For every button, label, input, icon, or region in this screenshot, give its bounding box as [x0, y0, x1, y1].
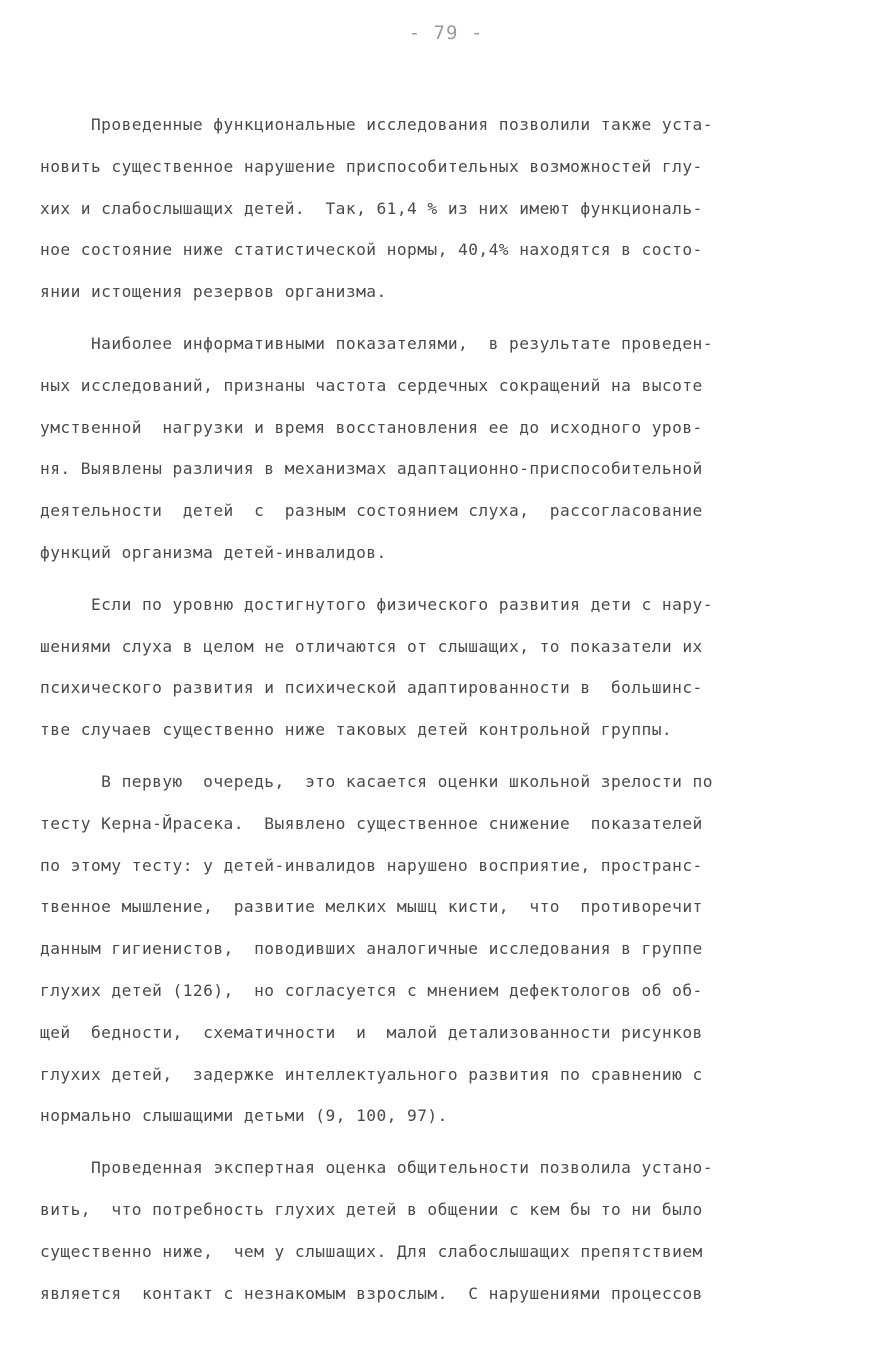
- text-line: психического развития и психической адаптированности в большинс-: [40, 678, 703, 698]
- text-line: является контакт с незнакомым взрослым. С нарушениями процессов: [40, 1283, 703, 1303]
- paragraph-2: [40, 323, 856, 574]
- text-line: нормально слышащими детьми (9, 100, 97).: [40, 1106, 448, 1126]
- text-line: янии истощения резервов организма.: [40, 282, 387, 302]
- paragraph-4: [40, 761, 856, 1137]
- text-line: хих и слабослышащих детей. Так, 61,4 % из них имеют функциональ-: [40, 198, 703, 218]
- text-line: Проведенные функциональные исследования позволили также уста-: [40, 115, 713, 134]
- text-line: тве случаев существенно ниже таковых детей контрольной группы.: [40, 720, 673, 740]
- paragraph-3: [40, 584, 856, 751]
- text-line: Проведенная экспертная оценка общительности позволила устано-: [40, 1158, 713, 1178]
- text-line: ное состояние ниже статистической нормы, 40,4% находятся в состо-: [40, 240, 703, 260]
- text-line: существенно ниже, чем у слышащих. Для слабослышащих препятствием: [40, 1241, 703, 1261]
- text-line: новить существенное нарушение приспособительных возможностей глу-: [40, 156, 703, 176]
- text-line: умственной нагрузки и время восстановления ее до исходного уров-: [40, 417, 703, 437]
- text-line: Наиболее информативными показателями, в результате проведен-: [40, 333, 713, 353]
- paragraph-5: [40, 1147, 856, 1314]
- text-line: Если по уровню достигнутого физического развития дети с нару-: [40, 594, 713, 614]
- paragraph-1: [40, 104, 856, 313]
- text-line: ных исследований, признаны частота сердечных сокращений на высоте: [40, 375, 703, 395]
- body-text: [40, 104, 856, 1324]
- text-line: твенное мышление, развитие мелких мышц кисти, что противоречит: [40, 897, 703, 917]
- text-line: шениями слуха в целом не отличаются от слышащих, то показатели их: [40, 636, 703, 656]
- text-line: по этому тесту: у детей-инвалидов нарушено восприятие, пространс-: [40, 855, 703, 875]
- text-line: В первую очередь, это касается оценки школьной зрелости по: [40, 771, 713, 791]
- page-number: - 79 -: [408, 22, 484, 44]
- text-line: тесту Керна-Йрасека. Выявлено существенное снижение показателей: [40, 813, 703, 833]
- text-line: глухих детей, задержке интеллектуального развития по сравнению с: [40, 1064, 703, 1084]
- text-line: глухих детей (126), но согласуется с мнением дефектологов об об-: [40, 980, 703, 1000]
- text-line: вить, что потребность глухих детей в общении с кем бы то ни было: [40, 1199, 703, 1219]
- text-line: данным гигиенистов, поводивших аналогичные исследования в группе: [40, 939, 703, 959]
- text-line: деятельности детей с разным состоянием слуха, рассогласование: [40, 501, 703, 521]
- text-line: функций организма детей-инвалидов.: [40, 542, 387, 562]
- text-line: щей бедности, схематичности и малой детализованности рисунков: [40, 1022, 703, 1042]
- text-line: ня. Выявлены различия в механизмах адаптационно-приспособительной: [40, 459, 703, 479]
